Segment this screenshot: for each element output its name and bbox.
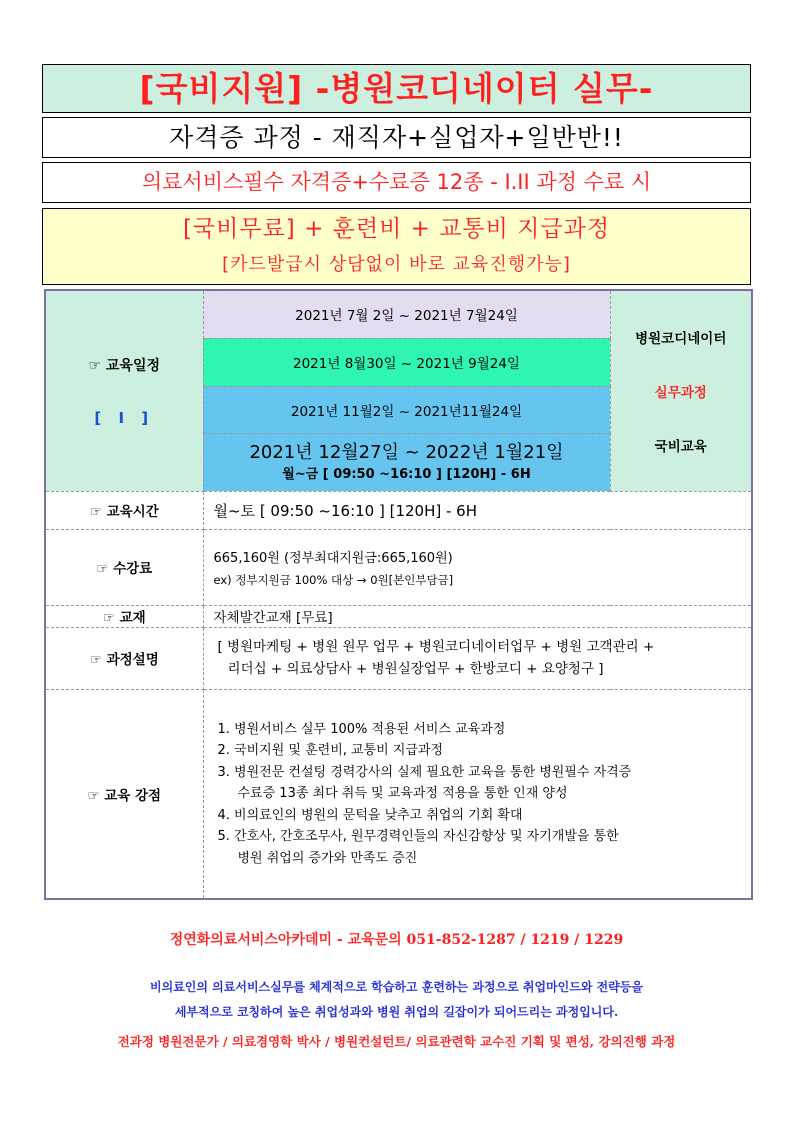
list-item: [218, 805, 752, 827]
schedule-weekday-time: 월~금 [ 09:50 ~16:10 ] [120H] - 6H: [282, 467, 531, 482]
course-line-1: [ 병원마케팅 + 병원 원무 업무 + 병원코디네이터업무 + 병원 고객관리 +: [217, 639, 655, 655]
contact-line: 정연화의료서비스아카데미 - 교육문의 051-852-1287 / 1219 / 1229: [169, 932, 624, 948]
fee-line-1: 665,160원 (정부최대지원금:665,160원): [213, 550, 453, 566]
description-line-1: 비의료인의 의료서비스실무를 체계적으로 학습하고 훈련하는 과정으로 취업마인드와 전략등을: [150, 980, 643, 994]
book-label: ☞ 교재: [45, 605, 203, 627]
fee-line-2: ex) 정부지원금 100% 대상 → 0원[본인부담금]: [213, 572, 454, 587]
time-value: 월~토 [ 09:50 ~16:10 ] [120H] - 6H: [203, 491, 752, 529]
schedule-level: [ I ]: [94, 408, 155, 427]
features-list: [214, 719, 752, 870]
feature-line: 5. 간호사, 간호조무사, 원무경력인들의 자신감향상 및 자기개발을 통한: [217, 829, 619, 844]
book-value: 자체발간교재 [무료]: [203, 605, 752, 627]
features-label: ☞ 교육 강점: [45, 689, 203, 899]
list-item: [218, 719, 752, 741]
free-course-banner: [42, 208, 751, 285]
schedule-date-2: 2021년 8월30일 ~ 2021년 9월24일: [203, 338, 610, 386]
schedule-label: ☞ 교육일정: [88, 357, 161, 374]
course-subtitle: 자격증 과정 - 재직자+실업자+일반반!!: [42, 117, 751, 158]
course-label: ☞ 과정설명: [45, 627, 203, 689]
schedule-date-4-cell: [203, 433, 610, 491]
feature-continuation: 병원 취업의 증가와 만족도 증진: [237, 850, 418, 866]
course-line-2: 리더십 + 의료상담사 + 병원실장업무 + 한방코디 + 요양청구 ]: [227, 661, 604, 677]
list-item: [218, 826, 752, 869]
schedule-date-3: 2021년 11월2일 ~ 2021년11월24일: [203, 386, 610, 433]
side-line-2: 실무과정: [654, 384, 707, 401]
course-info-table: [44, 289, 753, 900]
credits-line: 전과정 병원전문가 / 의료경영학 박사 / 병원컨설턴트/ 의료관련학 교수진 기획 및 편성, 강의진행 과정: [117, 1034, 676, 1049]
feature-line: 1. 병원서비스 실무 100% 적용된 서비스 교육과정: [217, 721, 506, 737]
feature-line: 4. 비의료인의 병원의 문턱을 낮추고 취업의 기회 확대: [217, 807, 523, 823]
card-line: [카드발급시 상담없이 바로 교육진행가능]: [222, 254, 571, 275]
feature-continuation: 수료증 13종 최다 취득 및 교육과정 적용을 통한 인재 양성: [237, 786, 568, 801]
feature-line: 3. 병원전문 컨설팅 경력강사의 실제 필요한 교육을 통한 병원필수 자격증: [217, 764, 632, 780]
schedule-date-4: 2021년 12월27일 ~ 2022년 1월21일: [249, 442, 564, 463]
features-cell: [203, 689, 752, 899]
schedule-date-1: 2021년 7월 2일 ~ 2021년 7월24일: [203, 290, 610, 338]
list-item: [218, 762, 752, 805]
side-line-3: 국비교육: [654, 438, 707, 455]
feature-line: 2. 국비지원 및 훈련비, 교통비 지급과정: [217, 743, 444, 758]
fee-cell: [203, 529, 752, 605]
fee-label: ☞ 수강료: [45, 529, 203, 605]
side-line-1: 병원코디네이터: [635, 330, 727, 347]
list-item: [218, 740, 752, 762]
course-cell: [203, 627, 752, 689]
description-line-2: 세부적으로 코칭하여 높은 취업성과와 병원 취업의 길잡이가 되어드리는 과정입니다.: [174, 1005, 619, 1019]
schedule-side-cell: [610, 290, 752, 491]
time-label: ☞ 교육시간: [45, 491, 203, 529]
schedule-label-cell: [45, 290, 203, 491]
free-line: [국비무료] + 훈련비 + 교통비 지급과정: [182, 216, 611, 242]
certificate-line: 의료서비스필수 자격증+수료증 12종 - I.II 과정 수료 시: [42, 162, 751, 203]
page-title: [국비지원] -병원코디네이터 실무-: [42, 64, 751, 113]
